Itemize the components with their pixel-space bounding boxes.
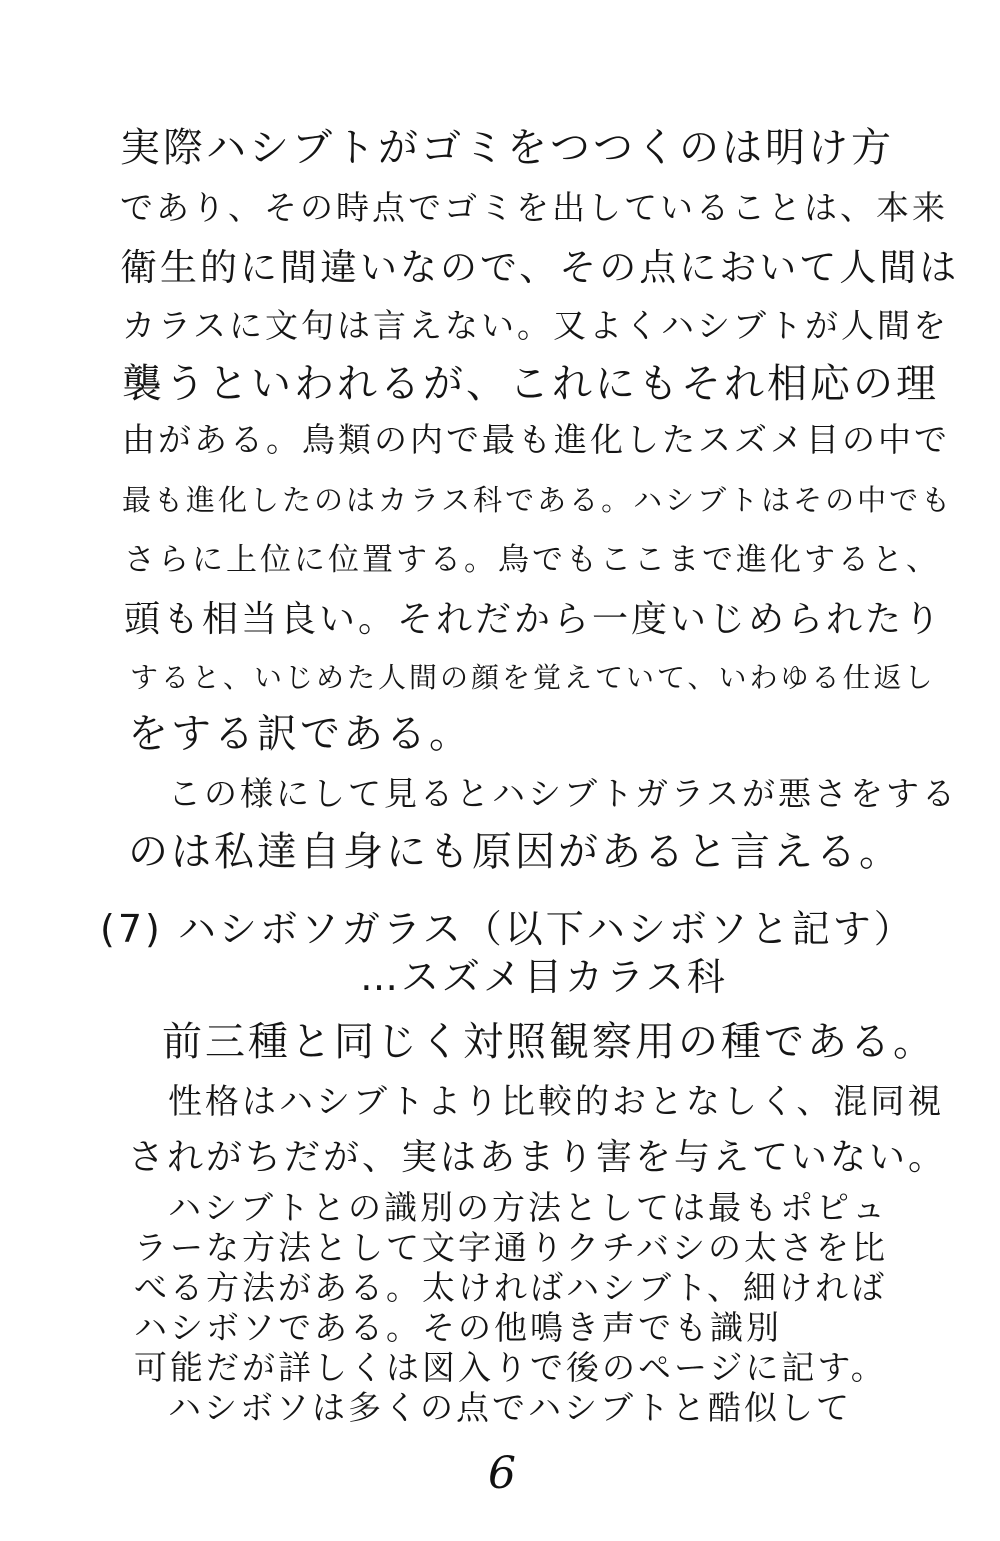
page-number: 6: [488, 1448, 516, 1499]
body-text-line: 襲うといわれるが、これにもそれ相応の理: [122, 361, 939, 407]
body-text-line: をする訳である。: [128, 711, 472, 757]
body-text-line: 由がある。鳥類の内で最も進化したスズメ目の中で: [122, 420, 950, 459]
body-text-line: 可能だが詳しくは図入りで後のページに記す。: [134, 1348, 887, 1387]
body-text-line: 衛生的に間違いなので、その点において人間は: [120, 246, 960, 289]
body-text-line: 前三種と同じく対照観察用の種である。: [162, 1019, 936, 1065]
body-text-line: この様にして見るとハシブトガラスが悪さをする: [168, 774, 959, 813]
body-text-line: されがちだが、実はあまり害を与えていない。: [128, 1137, 948, 1178]
body-text-line: さらに上位に位置する。鳥でもここまで進化すると、: [124, 542, 940, 578]
body-text-line: ハシボソである。その他鳴き声でも識別: [134, 1308, 782, 1347]
body-text-line: 頭も相当良い。それだから一度いじめられたり: [124, 599, 944, 640]
body-text-line: 実際ハシブトがゴミをつつくのは明け方: [120, 125, 894, 171]
body-text-line: すると、いじめた人間の顔を覚えていて、いわゆる仕返し: [130, 661, 936, 694]
body-text-line: ラーな方法として文字通りクチバシの太さを比: [134, 1228, 889, 1267]
body-text-line: ハシブトとの識別の方法としては最もポピュ: [168, 1188, 888, 1227]
body-text-line: ハシボソは多くの点でハシブトと酷似して: [168, 1388, 852, 1427]
body-text-line: 性格はハシブトより比較的おとなしく、混同視: [168, 1082, 945, 1122]
section-subheading: …スズメ目カラス科: [360, 955, 728, 999]
body-text-line: のは私達自身にも原因があると言える。: [128, 829, 902, 875]
section-heading: (7) ハシボソガラス（以下ハシボソと記す）: [100, 907, 915, 951]
body-text-line: べる方法がある。太ければハシブト、細ければ: [134, 1268, 888, 1307]
body-text-line: であり、その時点でゴミを出していることは、本来: [120, 188, 948, 227]
body-text-line: 最も進化したのはカラス科である。ハシブトはその中でも: [122, 483, 954, 517]
body-text-line: カラスに文句は言えない。又よくハシブトが人間を: [122, 306, 950, 345]
